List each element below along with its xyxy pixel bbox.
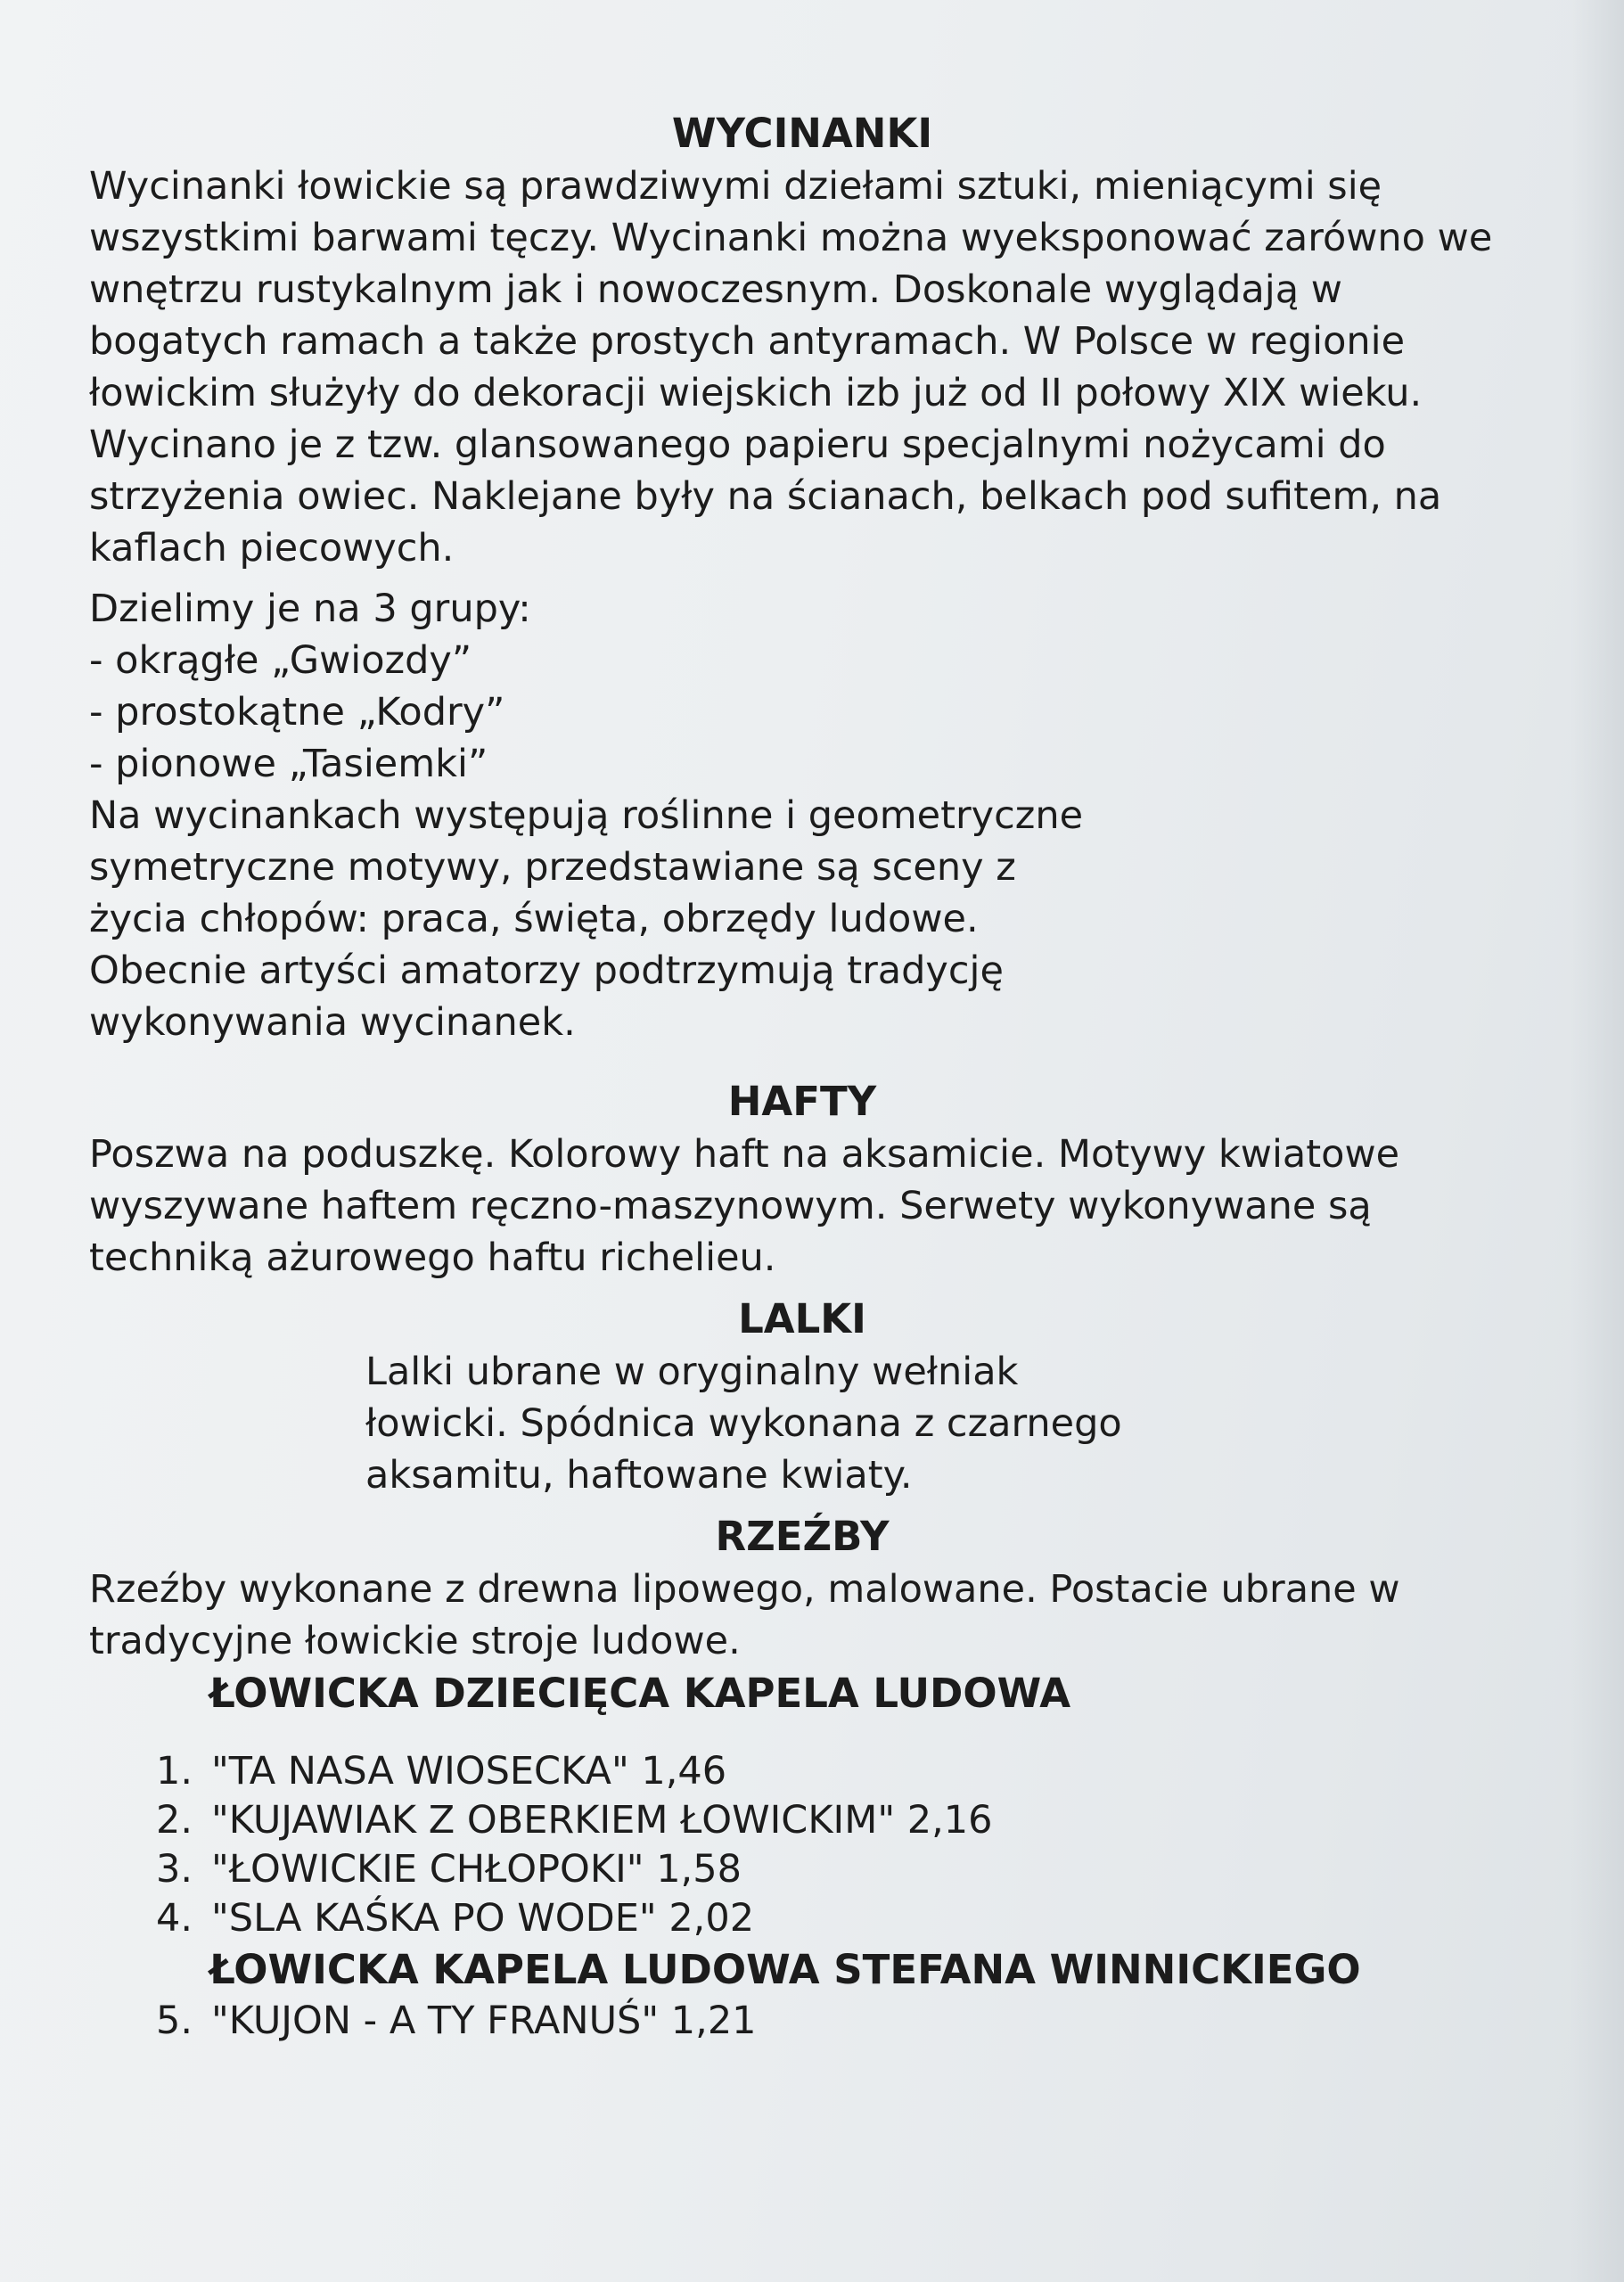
- motifs-paragraph: Na wycinankach występują roślinne i geometryczne symetryczne motywy, przedstawiane są sceny z życia chłopów: praca, święta, obrzędy ludowe. Obecnie artyści amatorzy podtrzymują tradycję wykonywania wycinanek.: [89, 793, 1084, 1045]
- track-item: [156, 1894, 1515, 1943]
- track-title: "KUJON - A TY FRANUŚ" 1,21: [211, 1999, 757, 2043]
- group-item: - okrągłe „Gwiozdy”: [89, 638, 472, 683]
- hafty-paragraph: Poszwa na poduszkę. Kolorowy haft na aksamicie. Motywy kwiatowe wyszywane haftem ręczno-maszynowym. Serwety wykonywane są techniką ażurowego haftu richelieu.: [89, 1132, 1400, 1280]
- section-title-rzezby: RZEŹBY: [715, 1513, 890, 1560]
- band-title-winnickiego: ŁOWICKA KAPELA LUDOWA STEFANA WINNICKIEGO: [209, 1946, 1361, 1993]
- track-item: [156, 1845, 1515, 1894]
- page-edge-shadow: [1571, 0, 1624, 2282]
- section-title-hafty: HAFTY: [727, 1078, 877, 1125]
- track-title: "ŁOWICKIE CHŁOPOKI" 1,58: [211, 1847, 742, 1892]
- lalki-paragraph: Lalki ubrane w oryginalny wełniak łowicki. Spódnica wykonana z czarnego aksamitu, haftowane kwiaty.: [365, 1350, 1122, 1498]
- track-item: [156, 1997, 1515, 2046]
- track-item: [156, 1747, 1515, 1796]
- track-item: [156, 1796, 1515, 1845]
- track-number: 1.: [156, 1749, 193, 1794]
- track-list-band2: [156, 1997, 1515, 2046]
- track-number: 3.: [156, 1847, 193, 1892]
- section-title-lalki: LALKI: [738, 1295, 866, 1342]
- document-content: [89, 107, 1515, 2046]
- track-number: 2.: [156, 1798, 193, 1843]
- wycinanki-paragraph: Wycinanki łowickie są prawdziwymi dziełami sztuki, mieniącymi się wszystkimi barwami tęczy. Wycinanki można wyeksponować zarówno we wnętrzu rustykalnym jak i nowoczesnym. Doskonale wyglądają w bogatych ramach a także prostych antyramach. W Polsce w regionie łowickim służyły do dekoracji wiejskich izb już od II połowy XIX wieku. Wycinano je z tzw. glansowanego papieru specjalnymi nożycami do strzyżenia owiec. Naklejane były na ścianach, belkach pod sufitem, na kaflach piecowych.: [89, 164, 1493, 570]
- track-title: "KUJAWIAK Z OBERKIEM ŁOWICKIM" 2,16: [211, 1798, 993, 1843]
- group-item: - pionowe „Tasiemki”: [89, 742, 488, 786]
- track-number: 4.: [156, 1896, 193, 1941]
- group-item: - prostokątne „Kodry”: [89, 690, 505, 735]
- rzezby-paragraph: Rzeźby wykonane z drewna lipowego, malowane. Postacie ubrane w tradycyjne łowickie stroje ludowe.: [89, 1567, 1400, 1663]
- groups-intro: Dzielimy je na 3 grupy:: [89, 587, 531, 631]
- track-number: 5.: [156, 1999, 193, 2043]
- track-title: "TA NASA WIOSECKA" 1,46: [211, 1749, 727, 1794]
- band-title-dziecieca: ŁOWICKA DZIECIĘCA KAPELA LUDOWA: [209, 1670, 1071, 1717]
- section-title-wycinanki: WYCINANKI: [671, 110, 933, 157]
- track-title: "SLA KAŚKA PO WODE" 2,02: [211, 1896, 755, 1941]
- track-list-band1: [156, 1747, 1515, 1943]
